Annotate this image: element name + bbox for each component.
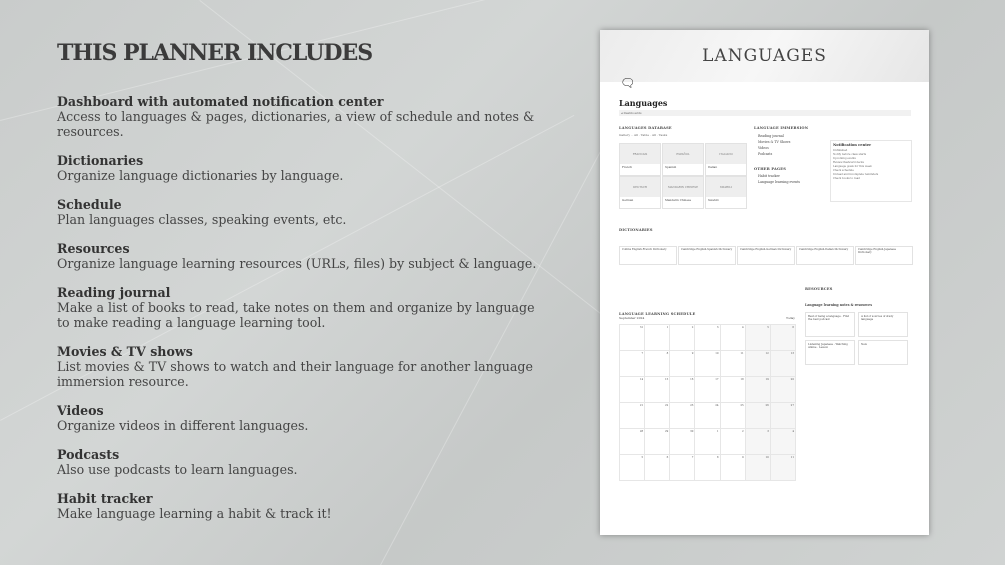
- month-label: September 2024: [619, 316, 645, 320]
- calendar-day[interactable]: 12: [746, 351, 771, 377]
- notif-row: Check schedule: [833, 169, 854, 172]
- language-card[interactable]: [705, 176, 747, 209]
- calendar-day[interactable]: 7: [620, 351, 645, 377]
- feature-title: Videos: [57, 403, 104, 418]
- feature-description: Make a list of books to read, take notes on them and organize by language to make reading a language learning tool.: [57, 300, 535, 330]
- dictionary-card[interactable]: [619, 246, 677, 265]
- feature-title: Reading journal: [57, 285, 171, 300]
- calendar-day[interactable]: 9: [670, 351, 695, 377]
- calendar-day[interactable]: 1: [695, 429, 720, 455]
- notif-row: Upcoming events: [833, 157, 856, 160]
- calendar-day[interactable]: 6: [645, 455, 670, 481]
- calendar-day[interactable]: 6: [771, 325, 796, 351]
- feature-description: Make language learning a habit & track it!: [57, 506, 332, 521]
- resources-title: RESOURCES: [805, 287, 833, 291]
- feature-item: [57, 197, 547, 227]
- calendar-day[interactable]: 11: [721, 351, 746, 377]
- notif-row: Check books to read: [833, 177, 860, 180]
- dictionary-name: Cambridge English-Spanish Dictionary: [681, 248, 733, 251]
- calendar-day[interactable]: 17: [695, 377, 720, 403]
- calendar-day[interactable]: 29: [645, 429, 670, 455]
- resource-card[interactable]: Best of being a language · Find the best podcast: [805, 312, 855, 337]
- resource-card[interactable]: A list of sources of study language: [858, 312, 908, 337]
- feature-description: Access to languages & pages, dictionaries, a view of schedule and notes & resources.: [57, 109, 535, 139]
- other-pages-title: OTHER PAGES: [754, 167, 787, 171]
- calendar-day[interactable]: 24: [695, 403, 720, 429]
- dictionary-name: Cambridge English-Japanese Dictionary: [858, 248, 897, 254]
- dictionary-card[interactable]: [678, 246, 736, 265]
- calendar-day[interactable]: 8: [645, 351, 670, 377]
- feature-title: Podcasts: [57, 447, 120, 462]
- immersion-title: LANGUAGE IMMERSION: [754, 126, 809, 130]
- notif-row: Review flashcard decks: [833, 161, 864, 164]
- dict-title: DICTIONARIES: [619, 228, 653, 232]
- feature-description: Plan languages classes, speaking events, etc.: [57, 212, 347, 227]
- calendar-day[interactable]: 3: [695, 325, 720, 351]
- feature-title: Schedule: [57, 197, 122, 212]
- calendar-day[interactable]: 21: [620, 403, 645, 429]
- immersion-link[interactable]: Movies & TV Shows: [758, 140, 791, 144]
- card-cover: MANDARIN CHINESE: [663, 177, 703, 197]
- card-cover: ESPAÑOL: [663, 144, 703, 164]
- feature-item: [57, 285, 547, 330]
- notif-row: Notify before class starts: [833, 153, 867, 156]
- feature-title: Movies & TV shows: [57, 344, 193, 359]
- resources-subtitle: Language learning notes & resources: [805, 303, 872, 307]
- calendar-day[interactable]: 30: [670, 429, 695, 455]
- card-label: Spanish: [665, 165, 677, 169]
- feature-description: List movies & TV shows to watch and their language for another language immersion resource.: [57, 359, 533, 389]
- schedule-title: LANGUAGE LEARNING SCHEDULE: [619, 312, 696, 316]
- language-card[interactable]: [619, 143, 661, 176]
- language-card[interactable]: [662, 176, 704, 209]
- card-label: German: [622, 198, 634, 202]
- calendar-day[interactable]: 4: [771, 429, 796, 455]
- calendar-day[interactable]: 22: [645, 403, 670, 429]
- feature-title: Dashboard with automated notification center: [57, 94, 384, 109]
- calendar-day[interactable]: 25: [721, 403, 746, 429]
- calendar-day[interactable]: 19: [746, 377, 771, 403]
- language-card[interactable]: [662, 143, 704, 176]
- dictionary-name: Cambridge English-German Dictionary: [740, 248, 792, 251]
- calendar-day[interactable]: 2: [670, 325, 695, 351]
- feature-item: [57, 241, 547, 271]
- calendar-day[interactable]: 10: [746, 455, 771, 481]
- card-label: Swahili: [708, 198, 719, 202]
- calendar-grid: [619, 324, 796, 481]
- calendar-day[interactable]: 4: [721, 325, 746, 351]
- card-label: French: [622, 165, 633, 169]
- resource-card[interactable]: New: [858, 340, 908, 365]
- db-tabs[interactable]: Gallery ·· All · Table · All · Tasks: [619, 133, 668, 137]
- calendar-day[interactable]: 14: [620, 377, 645, 403]
- calendar-day[interactable]: 28: [620, 429, 645, 455]
- feature-description: Organize language learning resources (URLs, files) by subject & language.: [57, 256, 537, 271]
- feature-description: Also use podcasts to learn languages.: [57, 462, 298, 477]
- immersion-link[interactable]: Videos: [758, 146, 769, 150]
- language-card[interactable]: [705, 143, 747, 176]
- immersion-link[interactable]: Podcasts: [758, 152, 773, 156]
- calendar-day[interactable]: 7: [670, 455, 695, 481]
- notion-page-preview: [600, 30, 929, 535]
- card-cover: FRANCAIS: [620, 144, 660, 164]
- calendar-day[interactable]: 26: [746, 403, 771, 429]
- feature-description: Organize language dictionaries by language.: [57, 168, 344, 183]
- feature-item: [57, 344, 547, 389]
- calendar-day[interactable]: 3: [746, 429, 771, 455]
- page-cover: [600, 30, 929, 82]
- card-label: Mandarin Chinese: [665, 198, 692, 202]
- notif-row: Unread and incomplete reminders: [833, 173, 879, 176]
- calendar-day[interactable]: 10: [695, 351, 720, 377]
- notif-title: Notification center: [833, 143, 872, 147]
- notif-row: Language goals for this week: [833, 165, 872, 168]
- speech-bubbles-icon: 🗨: [620, 76, 636, 90]
- schedule-calendar: [619, 312, 795, 480]
- calendar-day[interactable]: 16: [670, 377, 695, 403]
- feature-title: Resources: [57, 241, 130, 256]
- feature-item: [57, 491, 547, 521]
- feature-item: [57, 94, 547, 139]
- calendar-day[interactable]: 27: [771, 403, 796, 429]
- today-button[interactable]: Today: [786, 316, 795, 320]
- calendar-day[interactable]: 8: [695, 455, 720, 481]
- feature-description: Organize videos in different languages.: [57, 418, 309, 433]
- notif-row: Unfinished: [833, 149, 848, 152]
- notification-center: [830, 140, 912, 202]
- calendar-day[interactable]: 5: [620, 455, 645, 481]
- feature-item: [57, 447, 547, 477]
- card-cover: ITALIANO: [706, 144, 746, 164]
- calendar-day[interactable]: 15: [645, 377, 670, 403]
- feature-title: Habit tracker: [57, 491, 153, 506]
- dictionary-card[interactable]: [737, 246, 795, 265]
- resource-card[interactable]: Listening Japanese - Watching Anime · Lesson: [805, 340, 855, 365]
- page-title: Languages: [619, 98, 668, 108]
- feature-title: Dictionaries: [57, 153, 144, 168]
- calendar-day[interactable]: 9: [721, 455, 746, 481]
- other-page-link[interactable]: Language learning events: [758, 180, 801, 184]
- card-label: Italian: [708, 165, 718, 169]
- nav-bar[interactable]: ◂ Dashboards: [619, 110, 911, 116]
- features-panel: [57, 40, 547, 535]
- language-card[interactable]: [619, 176, 661, 209]
- calendar-day[interactable]: 18: [721, 377, 746, 403]
- card-cover: SWAHILI: [706, 177, 746, 197]
- cover-title: LANGUAGES: [702, 46, 827, 66]
- calendar-day[interactable]: 1: [645, 325, 670, 351]
- card-cover: DEUTSCH: [620, 177, 660, 197]
- calendar-day[interactable]: 2: [721, 429, 746, 455]
- dictionary-card[interactable]: [796, 246, 854, 265]
- calendar-day[interactable]: 5: [746, 325, 771, 351]
- dictionary-name: Cambridge English-Italian Dictionary: [799, 248, 849, 251]
- calendar-day[interactable]: 20: [771, 377, 796, 403]
- immersion-link[interactable]: Reading journal: [758, 134, 784, 138]
- features-heading: THIS PLANNER INCLUDES: [57, 40, 373, 66]
- calendar-day[interactable]: 31: [620, 325, 645, 351]
- dictionary-card[interactable]: [855, 246, 913, 265]
- calendar-day[interactable]: 23: [670, 403, 695, 429]
- calendar-day[interactable]: 11: [771, 455, 796, 481]
- feature-item: [57, 403, 547, 433]
- other-page-link[interactable]: Habit tracker: [758, 174, 780, 178]
- calendar-header: [619, 316, 795, 320]
- calendar-day[interactable]: 13: [771, 351, 796, 377]
- dictionary-name: Collins English-French Dictionary: [622, 248, 667, 251]
- db-title: LANGUAGES DATABASE: [619, 126, 672, 130]
- feature-item: [57, 153, 547, 183]
